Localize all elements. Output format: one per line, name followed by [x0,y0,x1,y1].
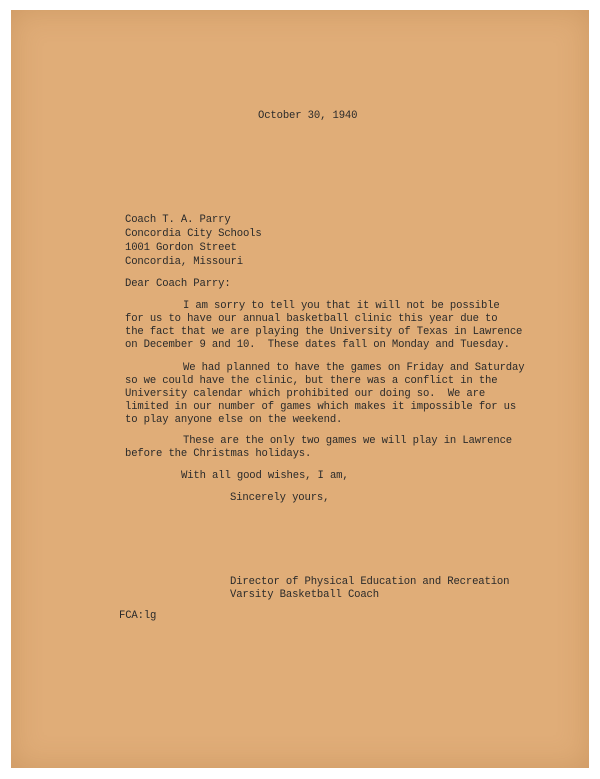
body-line: for us to have our annual basketball clinic this year due to [125,313,498,325]
body-line: so we could have the clinic, but there was a conflict in the [125,375,498,387]
body-line: I am sorry to tell you that it will not be possible [183,300,500,312]
body-line: University calendar which prohibited our doing so. We are [125,388,486,400]
body-line: limited in our number of games which makes it impossible for us [125,401,517,413]
address-line: Coach T. A. Parry [125,214,231,226]
address-line: Concordia, Missouri [125,256,243,268]
salutation: Dear Coach Parry: [125,278,231,290]
address-line: 1001 Gordon Street [125,242,237,254]
closing-line: With all good wishes, I am, [181,470,349,482]
body-line: These are the only two games we will play in Lawrence [183,435,512,447]
signature-title-line: Director of Physical Education and Recreation [230,576,510,588]
typist-initials: FCA:lg [119,610,157,622]
sign-off: Sincerely yours, [230,492,330,504]
address-line: Concordia City Schools [125,228,262,240]
signature-title-line: Varsity Basketball Coach [230,589,379,601]
body-line: the fact that we are playing the University of Texas in Lawrence [125,326,523,338]
body-line: on December 9 and 10. These dates fall on Monday and Tuesday. [125,339,510,351]
body-line: before the Christmas holidays. [125,448,312,460]
body-line: We had planned to have the games on Friday and Saturday [183,362,525,374]
letter-page [11,10,589,768]
letter-date: October 30, 1940 [258,110,358,122]
body-line: to play anyone else on the weekend. [125,414,343,426]
